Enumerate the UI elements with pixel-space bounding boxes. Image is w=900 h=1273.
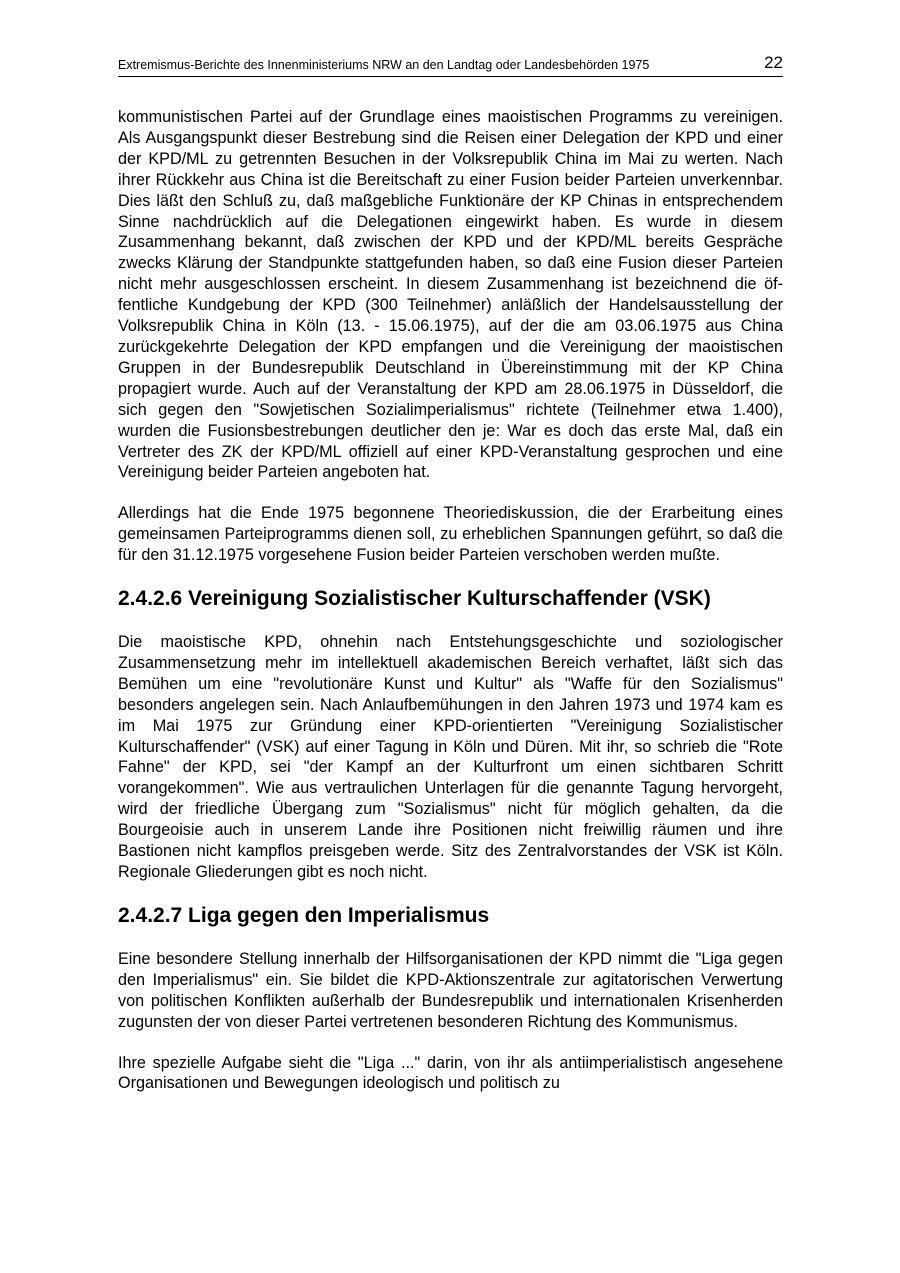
- page-body: [118, 107, 783, 1094]
- paragraph-theory-discussion: Allerdings hat die Ende 1975 begonnene Theoriediskussion, die der Erarbeitung eines gemeinsamen Parteiprogramms dienen soll, zu erheblichen Spannungen geführt, so daß die für den 31.12.1975 vorgesehene Fusion beider Parteien verschoben werden mußte.: [118, 504, 783, 565]
- paragraph-kpd-fusion: kommunistischen Partei auf der Grundlage eines maoistischen Programms zu vereinigen. Als Ausgangspunkt dieser Bestrebung sind die Reisen einer Delegation der KPD und einer der KPD/ML zu getrennten Besuchen in der Volksrepublik China im Mai zu werten. Nach ihrer Rückkehr aus China ist die Bereitschaft zu einer Fusion beider Parteien unverkennbar. Dies läßt den Schluß zu, daß maßgebliche Funktionäre der KP Chinas in entsprechendem Sinne nachdrücklich auf die Delegationen eingewirkt haben. Es wurde in diesem Zusammenhang bekannt, daß zwischen der KPD und der KPD/ML bereits Gespräche zwecks Klärung der Standpunkte stattgefunden haben, so daß eine Fusion dieser Parteien nicht mehr ausgeschlossen erscheint. In diesem Zusammenhang ist bezeichnend die öffentliche Kundgebung der KPD (300 Teilnehmer) anläßlich der Handelsausstellung der Volksrepublik China in Köln (13. - 15.06.1975), auf der die am 03.06.1975 aus China zurückgekehrte Delegation der KPD empfangen und die Vereinigung der maoistischen Gruppen in der Bundesrepublik Deutschland in Übereinstimmung mit der KP China propagiert wurde. Auch auf der Veranstaltung der KPD am 28.06.1975 in Düsseldorf, die sich gegen den "Sowjetischen Sozialimperialismus" richtete (Teilnehmer etwa 1.400), wurden die Fusionsbestrebungen deutlicher den je: War es doch das erste Mal, daß ein Vertreter des ZK der KPD/ML offiziell auf einer KPD-Veranstaltung gesprochen und eine Vereinigung beider Parteien angeboten hat.: [118, 108, 783, 482]
- paragraph-liga-role: Eine besondere Stellung innerhalb der Hilfsorganisationen der KPD nimmt die "Liga gegen den Imperialismus" ein. Sie bildet die KPD-Aktionszentrale zur agitatorischen Verwertung von politischen Konflikten außerhalb der Bundesrepublik und internationalen Krisenherden zugunsten der von dieser Partei vertretenen besonderen Richtung des Kommunismus.: [118, 949, 783, 1031]
- page-header: [118, 52, 783, 77]
- header-title: Extremismus-Berichte des Innenministeriums NRW an den Landtag oder Landesbehörden 1975: [118, 58, 650, 72]
- section-heading-liga: 2.4.2.7 Liga gegen den Imperialismus: [118, 903, 490, 927]
- page-number: 22: [764, 53, 783, 72]
- paragraph-vsk: Die maoistische KPD, ohnehin nach Entstehungsgeschichte und soziologischer Zusammensetzung mehr im intellektuell akademischen Bereich verhaftet, läßt sich das Bemühen um eine "revolutionäre Kunst und Kultur" als "Waffe für den Sozialismus" besonders angelegen sein. Nach Anlaufbemühungen in den Jahren 1973 und 1974 kam es im Mai 1975 zur Gründung einer KPD-orientierten "Vereinigung Sozialistischer Kulturschaffender" (VSK) auf einer Tagung in Köln und Düren. Mit ihr, so schrieb die "Rote Fahne" der KPD, sei "der Kampf an der Kulturfront um einen sichtbaren Schritt vorangekommen". Wie aus vertraulichen Unterlagen für die genannte Tagung hervorgeht, wird der friedliche Übergang zum "Sozialismus" nicht für möglich gehalten, da die Bourgeoisie auch in unserem Lande ihre Positionen nicht freiwillig räumen und ihre Bastionen nicht kampflos preisgeben werde. Sitz des Zentralvorstandes der VSK ist Köln. Regionale Gliederungen gibt es noch nicht.: [118, 633, 783, 881]
- section-heading-vsk: 2.4.2.6 Vereinigung Sozialistischer Kulturschaffender (VSK): [118, 587, 711, 611]
- paragraph-liga-task: Ihre spezielle Aufgabe sieht die "Liga ..." darin, von ihr als antiimperialistisch angesehene Organisationen und Bewegungen ideologisch und politisch zu: [118, 1053, 783, 1093]
